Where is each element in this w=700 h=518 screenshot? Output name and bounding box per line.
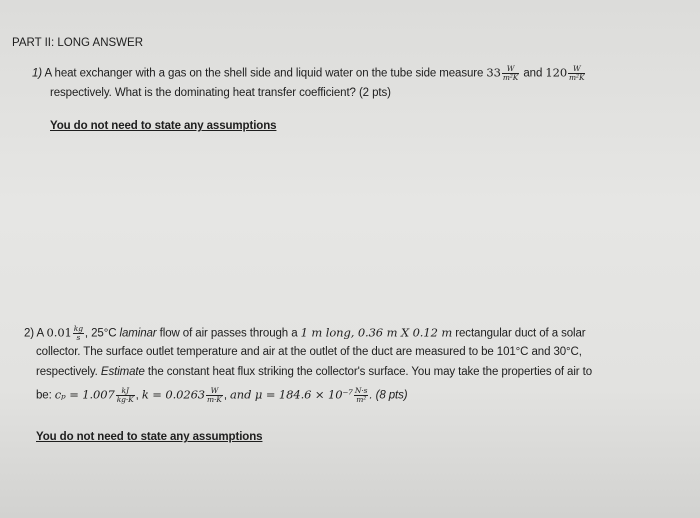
q1-unit-2-num: W [568,65,585,74]
q2-mass-unit [73,325,84,342]
q2-mass-unit-num: kg [73,324,83,333]
q2-temp: 25°C [91,327,117,340]
q2-mu-unit [354,387,369,404]
q2-mu-unit-num: N·s [354,386,368,395]
q2-number: 2) [24,327,35,340]
q2-line-3 [36,366,592,378]
q1-line-2: respectively. What is the dominating heat transfer coefficient? (2 pts) [50,87,391,99]
q1-unit-2 [568,65,585,82]
q1-unit-1 [502,65,519,82]
q2-line-3-suffix: the constant heat flux striking the collector's surface. You may take the properties of air to [147,366,593,378]
q2-mu: and μ = 184.6 × 10⁻⁷ [230,387,353,402]
q2-cp-unit [116,387,135,404]
q1-value-2: 120 [545,65,568,80]
q1-assumptions-note: You do not need to state any assumptions [50,120,277,132]
q2-line-3-prefix: respectively. [36,366,98,378]
q1-number: 1) [32,67,43,80]
q2-k-unit-den: m·K [207,395,222,404]
q2-k-unit-num: W [206,387,223,396]
q1-and: and [523,67,543,80]
q2-mass-unit-den: s [76,333,81,342]
q2-line-4: be: cₚ = 1.007 $\frac{kJ}{kg\cdot K}$ , k = 0.0263 $\frac{W}{m\cdot K}$ , and μ = 184.6 × 10⁻⁷ $\frac{N\cdot s}{\text{m²}}$ . (8 pts) [36,386,408,404]
q2-cp-unit-num: kJ [116,387,135,396]
q1-text-a: A heat exchanger with a gas on the shell side and liquid water on the tube side measure [44,67,484,80]
q1-unit-1-den: m²K [502,73,519,82]
q2-be: be: [36,389,52,402]
q2-estimate: Estimate [100,366,145,378]
q1-unit-2-den: m²K [569,73,585,82]
q2-k-unit [206,387,223,404]
q2-mu-unit-den: m² [356,395,367,404]
q1-unit-1-num: W [502,65,519,74]
q2-line-1: 2) A 0.01 $\frac{kg}{s}$ , 25°C laminar flow of air passes through a 1 m long, 0.36 m X 0.12 m rectangular duct of a solar [24,324,586,342]
q2-assumptions-note: You do not need to state any assumptions [36,431,263,443]
part-header: PART II: LONG ANSWER [12,37,144,49]
q2-cp-unit-den: kg·K [116,395,134,404]
q2-mid: flow of air passes through a [159,327,298,340]
q2-k: k = 0.0263 [141,387,206,402]
q2-laminar: laminar [119,327,157,340]
q2-points: . (8 pts) [369,389,408,402]
q2-mass-flow: 0.01 [46,325,72,340]
q2-end: rectangular duct of a solar [455,327,586,340]
q2-duct-dims: 1 m long, 0.36 m X 0.12 m [300,325,453,340]
q2-line-2: collector. The surface outlet temperature and air at the outlet of the duct are measured to be 101°C and 30°C, [36,346,582,358]
q1-line-1 [32,65,586,82]
q1-value-1: 33 [486,65,501,80]
q2-cp: cₚ = 1.007 [54,387,115,402]
q2-prefix: A [36,327,44,340]
